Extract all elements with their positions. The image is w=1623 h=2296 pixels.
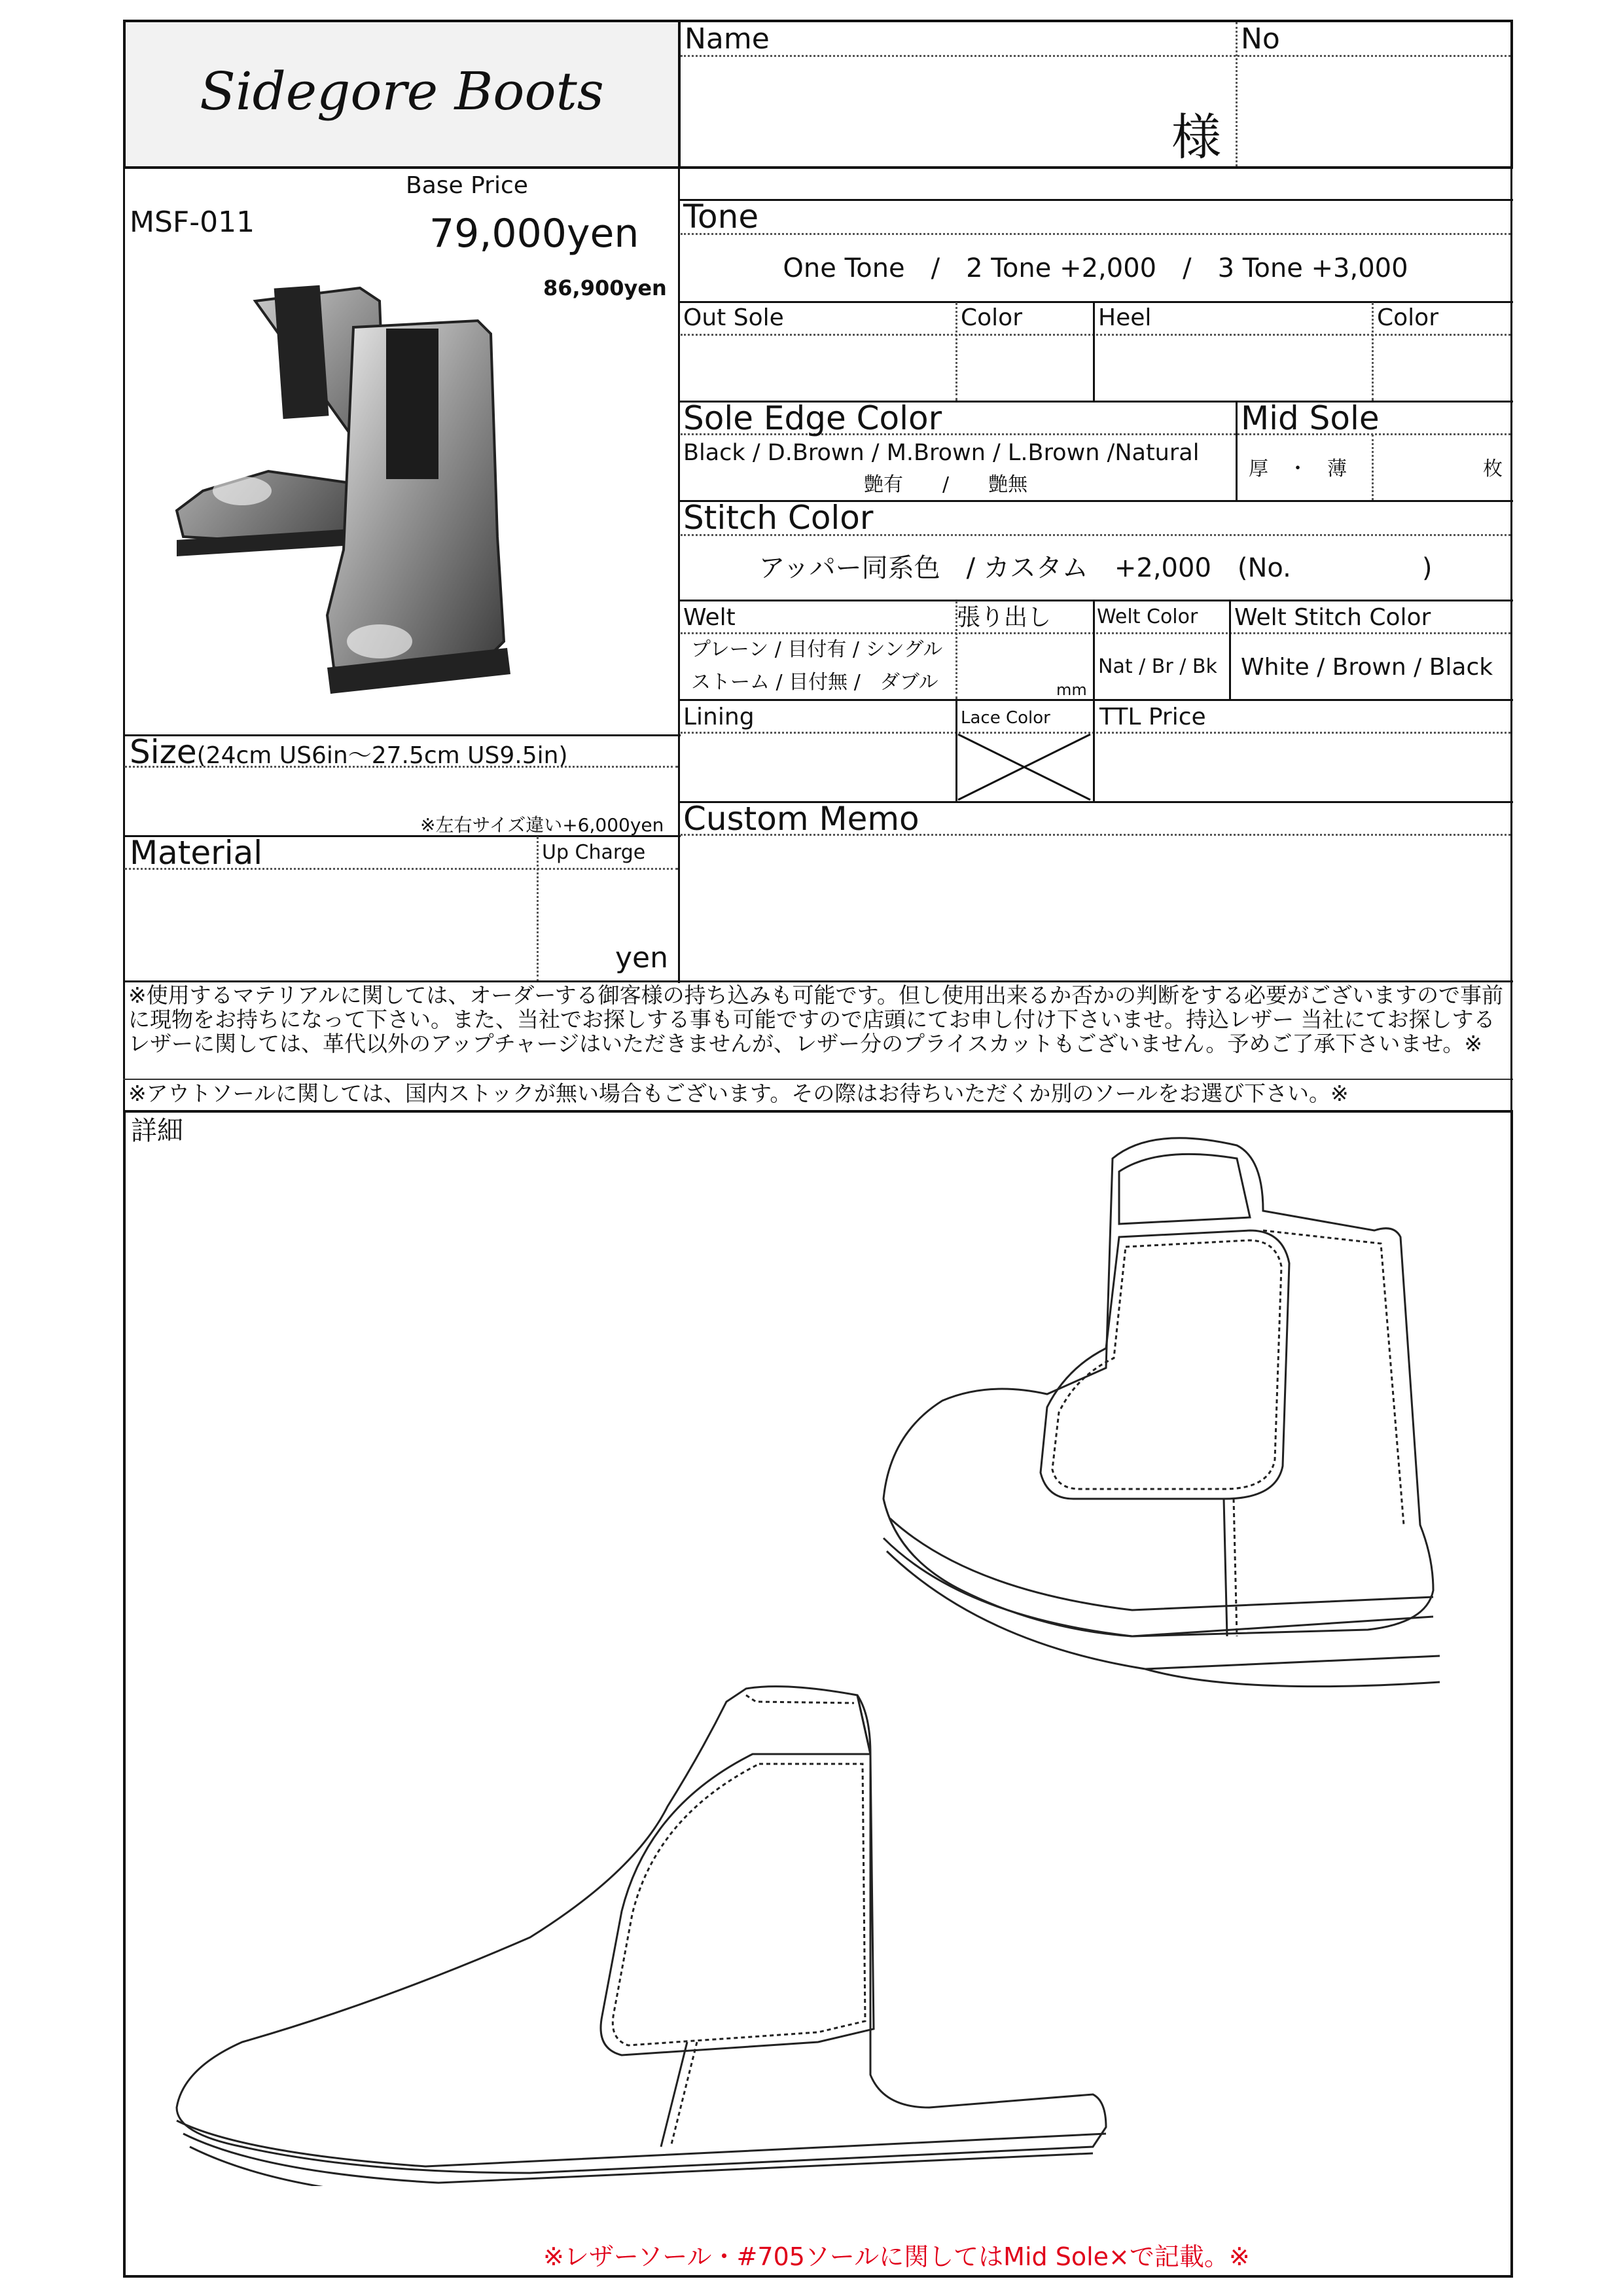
welt-stitch-color-options[interactable]: White / Brown / Black — [1241, 654, 1493, 681]
heel-color-field[interactable] — [1376, 338, 1509, 398]
base-price: 79,000yen — [429, 211, 639, 257]
tone-label: Tone — [683, 198, 759, 236]
ttl-price-field[interactable] — [1097, 736, 1509, 798]
base-price-label: Base Price — [406, 172, 528, 199]
out-sole-field[interactable] — [682, 338, 952, 398]
out-sole-color-label: Color — [961, 304, 1022, 331]
up-charge-yen: yen — [615, 941, 668, 975]
lining-label: Lining — [683, 704, 755, 730]
material-label: Material — [130, 834, 263, 872]
out-sole-color-field[interactable] — [959, 338, 1089, 398]
stitch-color-options[interactable]: アッパー同系色 / カスタム +2,000 (No. ) — [758, 553, 1433, 583]
out-sole-label: Out Sole — [683, 304, 784, 331]
welt-mm-unit: mm — [1056, 681, 1087, 699]
tone-options[interactable]: One Tone / 2 Tone +2,000 / 3 Tone +3,000 — [783, 253, 1408, 283]
size-note: ※左右サイズ違い+6,000yen — [420, 814, 664, 836]
up-charge-label: Up Charge — [542, 841, 646, 864]
no-label: No — [1241, 22, 1280, 56]
welt-color-options[interactable]: Nat / Br / Bk — [1098, 655, 1217, 678]
name-field[interactable] — [683, 59, 1233, 164]
lace-color-label: Lace Color — [961, 708, 1050, 728]
sole-edge-colors[interactable]: Black / D.Brown / M.Brown / L.Brown /Natural — [683, 440, 1200, 466]
welt-color-label: Welt Color — [1097, 605, 1198, 628]
detail-red-note: ※レザーソール・#705ソールに関してはMid Sole×で記載。※ — [543, 2242, 1250, 2271]
welt-type-row1[interactable]: プレーン / 目付有 / シングル — [691, 638, 943, 661]
detail-label: 詳細 — [131, 1116, 183, 1146]
welt-stitch-color-label: Welt Stitch Color — [1234, 604, 1431, 631]
no-field[interactable] — [1240, 59, 1508, 164]
product-code: MSF-011 — [130, 206, 255, 239]
sole-edge-label: Sole Edge Color — [683, 399, 942, 437]
size-field[interactable] — [127, 770, 675, 809]
honorific-sama: 様 — [1171, 108, 1221, 166]
material-field[interactable] — [127, 872, 533, 979]
product-title: Sidegore Boots — [200, 61, 604, 122]
welt-type-row2[interactable]: ストーム / 目付無 / ダブル — [691, 671, 938, 694]
boot-photo — [164, 275, 622, 713]
lace-color-na-cross — [957, 733, 1092, 801]
stitch-color-label: Stitch Color — [683, 499, 874, 537]
boot-sketch-upper — [870, 1132, 1459, 1708]
size-title: Size — [130, 733, 197, 771]
mid-sole-options[interactable]: 厚 ・ 薄 — [1249, 457, 1347, 480]
welt-overhang-label: 張り出し — [957, 604, 1052, 631]
lining-field[interactable] — [682, 736, 952, 798]
custom-memo-field[interactable] — [682, 838, 1509, 980]
name-label: Name — [685, 22, 770, 56]
welt-label: Welt — [683, 604, 736, 631]
size-label — [130, 734, 568, 774]
heel-field[interactable] — [1097, 338, 1368, 398]
material-note: ※使用するマテリアルに関しては、オーダーする御客様の持ち込みも可能です。但し使用出来るか否かの判断をする必要がございますので事前に現物をお持ちになって下さい。また、当社でお探しする事も可能ですので店頭にてお申し付け下さいませ。持込レザー 当社にてお探しするレザーに関しては、革代以外のアップチャージはいただきませんが、レザー分のプライスカットもございません。予めご了承下さいませ。※ — [128, 982, 1504, 1056]
mid-sole-label: Mid Sole — [1241, 399, 1380, 437]
outsole-note: ※アウトソールに関しては、国内ストックが無い場合もございます。その際はお待ちいただくか別のソールをお選び下さい。※ — [128, 1081, 1349, 1106]
ttl-price-label: TTL Price — [1099, 704, 1206, 730]
boot-sketch-lower — [164, 1676, 1113, 2186]
mid-sole-unit: 枚 — [1483, 457, 1503, 480]
heel-color-label: Color — [1377, 304, 1438, 331]
size-range: (24cm US6in〜27.5cm US9.5in) — [196, 742, 568, 769]
sole-edge-gloss[interactable]: 艶有 / 艶無 — [864, 473, 1028, 496]
tax-price: 86,900yen — [543, 276, 667, 300]
custom-memo-label: Custom Memo — [683, 800, 919, 838]
up-charge-field[interactable] — [541, 872, 675, 950]
mid-sole-count-field[interactable] — [1376, 439, 1474, 496]
heel-label: Heel — [1098, 304, 1152, 331]
